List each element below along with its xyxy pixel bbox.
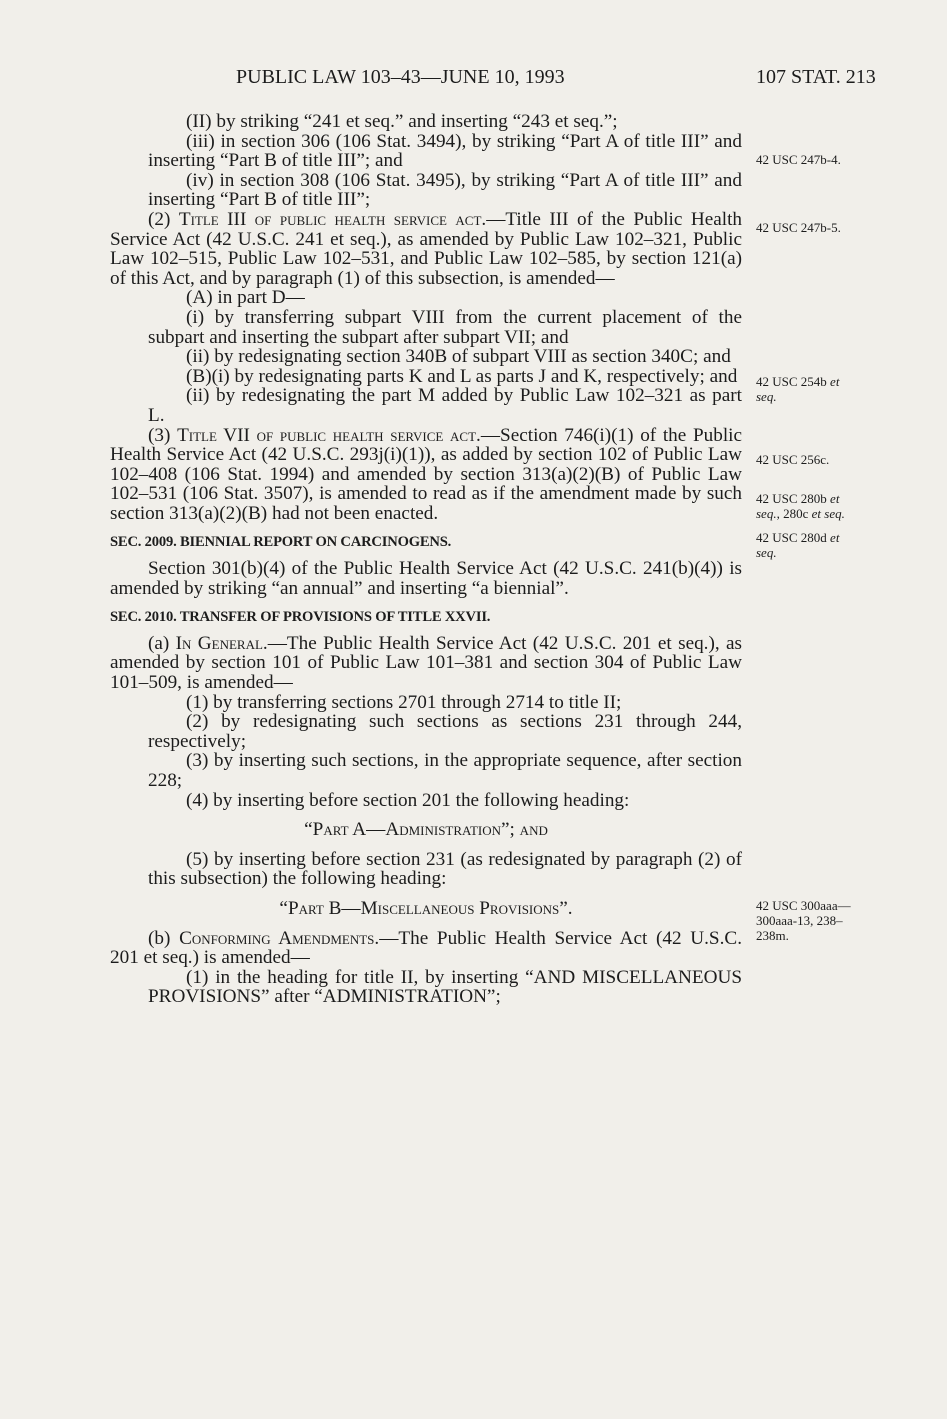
clause-B-ii: (ii) by redesignating the part M added by Public Law 102–321 as part L. <box>148 385 742 426</box>
paragraph-2-caption: Title III of public health service act. <box>178 208 487 230</box>
clause-iii: (iii) in section 306 (106 Stat. 3494), by striking “Part A of title III” and inserting “Part B of title III”; and <box>148 130 742 172</box>
subsection-b-caption: Conforming Amendments. <box>179 927 380 949</box>
section-2010-heading: SEC. 2010. TRANSFER OF PROVISIONS OF TITLE XXVII. <box>110 609 491 626</box>
margin-note-254b: 42 USC 254b et seq. <box>756 374 840 404</box>
item-a5: (5) by inserting before section 231 (as redesignated by paragraph (2) of this subsection) the following heading: <box>148 848 742 890</box>
paragraph-2 <box>110 210 742 288</box>
item-a4: (4) by inserting before section 201 the following heading: <box>186 789 630 811</box>
heading-part-b: “Part B—Miscellaneous Provisions”. <box>279 897 573 919</box>
clause-iv: (iv) in section 308 (106 Stat. 3495), by striking “Part A of title III” and inserting “Part B of title III”; <box>148 169 742 211</box>
paragraph-3-text: —Section 746(i)(1) of the Public Health Service Act (42 U.S.C. 293j(i)(1)), as added by section 102 of Public Law 102–408 (106 Stat. 1994) and amended by section 313(a)(2)(B) of Public Law 102–531 (106 Stat. 3507), is amended to read as if the amendment made by such section 313(a)(2)(B) had not been enacted. <box>110 424 743 524</box>
section-2009-heading: SEC. 2009. BIENNIAL REPORT ON CARCINOGENS. <box>110 534 452 551</box>
subsection-a-text: —The Public Health Service Act (42 U.S.C. 201 et seq.), as amended by section 101 of Public Law 101–381 and section 304 of Public Law 101–509, is amended— <box>110 632 742 694</box>
margin-note-247b-5: 42 USC 247b-5. <box>756 220 841 235</box>
margin-note-300aaa: 42 USC 300aaa— 300aaa-13, 238– 238m. <box>756 898 851 943</box>
paragraph-2-text: —Title III of the Public Health Service Act (42 U.S.C. 241 et seq.), as amended by Public Law 102–321, Public Law 102–515, Public Law 102–531, and Public Law 102–585, by section 121(a) of this Act, and by paragraph (1) of this subsection, is amended— <box>110 208 742 289</box>
item-b1: (1) in the heading for title II, by inserting “AND MISCELLANEOUS PROVISIONS” after “ADMINISTRATION”; <box>148 966 742 1008</box>
section-2009-text: Section 301(b)(4) of the Public Health Service Act (42 U.S.C. 241(b)(4)) is amended by striking “an annual” and inserting “a biennial”. <box>110 558 742 599</box>
subsection-a-number: (a) <box>148 632 170 654</box>
paragraph-3-caption: Title VII of public health service act. <box>177 424 481 446</box>
paragraph-3 <box>110 426 742 524</box>
header-title: PUBLIC LAW 103–43—JUNE 10, 1993 <box>236 66 565 88</box>
heading-part-a: “Part A—Administration”; and <box>304 819 548 841</box>
item-a1: (1) by transferring sections 2701 through 2714 to title II; <box>186 691 622 713</box>
paragraph-2-number: (2) <box>148 208 171 230</box>
margin-note-280d: 42 USC 280d et seq. <box>756 530 840 560</box>
clause-A-ii: (ii) by redesignating section 340B of subpart VIII as section 340C; and <box>186 346 731 368</box>
subsection-a <box>110 634 742 693</box>
clause-A-i: (i) by transferring subpart VIII from the current placement of the subpart and inserting the subpart after subpart VII; and <box>148 306 742 348</box>
subsection-a-caption: In General. <box>175 632 268 654</box>
paragraph-3-number: (3) <box>148 424 171 446</box>
header-stat-citation: 107 STAT. 213 <box>756 66 876 88</box>
body-text <box>110 112 742 1007</box>
margin-note-247b-4: 42 USC 247b-4. <box>756 152 841 167</box>
subparagraph-B-i: (B)(i) by redesignating parts K and L as parts J and K, respectively; and <box>186 365 738 387</box>
margin-note-256c: 42 USC 256c. <box>756 452 830 467</box>
page-header <box>0 66 947 96</box>
subsection-b-number: (b) <box>148 927 171 949</box>
subsection-b-text: —The Public Health Service Act (42 U.S.C. 201 et seq.) is amended— <box>110 927 742 969</box>
clause-II: (II) by striking “241 et seq.” and inserting “243 et seq.”; <box>186 111 618 132</box>
subparagraph-A: (A) in part D— <box>186 287 305 309</box>
subsection-b <box>110 929 742 968</box>
item-a2: (2) by redesignating such sections as sections 231 through 244, respectively; <box>148 711 742 752</box>
item-a3: (3) by inserting such sections, in the appropriate sequence, after section 228; <box>148 750 742 791</box>
margin-note-280b: 42 USC 280b et seq., 280c et seq. <box>756 491 845 521</box>
